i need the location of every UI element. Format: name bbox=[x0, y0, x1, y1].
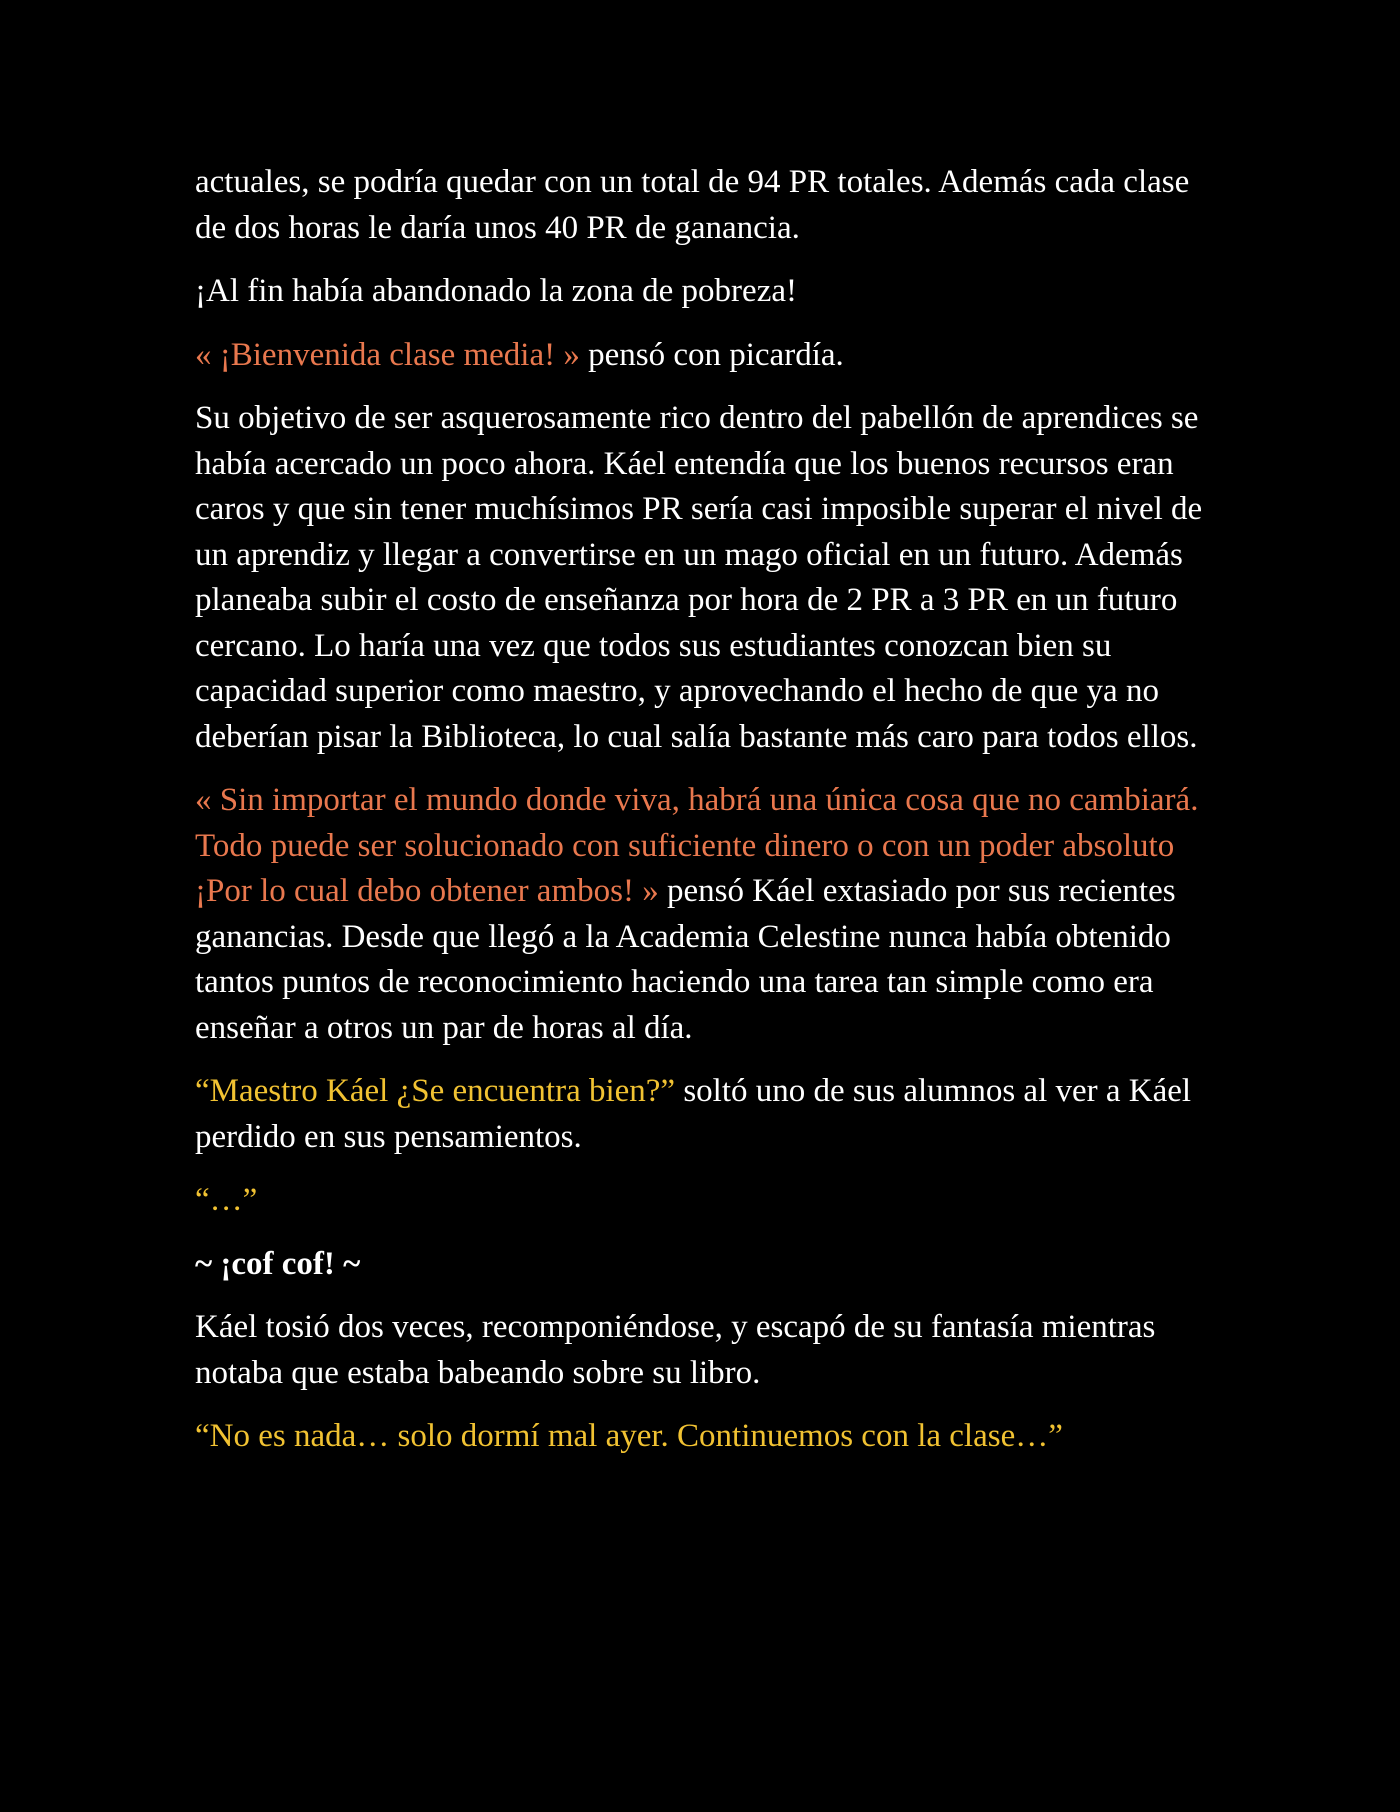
thought-text: « ¡Bienvenida clase media! » bbox=[195, 336, 580, 373]
paragraph-middle-class bbox=[195, 333, 1215, 379]
dialogue-text: “Maestro Káel ¿Se encuentra bien?” bbox=[195, 1073, 676, 1109]
book-page bbox=[195, 160, 1215, 1478]
paragraph-earnings: actuales, se podría quedar con un total de 94 PR totales. Además cada clase de dos horas le daría unos 40 PR de ganancia. bbox=[195, 164, 1190, 246]
paragraph-poverty: ¡Al fin había abandonado la zona de pobreza! bbox=[195, 273, 797, 309]
thought-text: « Sin importar el mundo donde viva, habrá una única cosa que no cambiará. Todo puede ser solucionado con suficiente dinero o con un poder absoluto ¡Por lo cual debo obtener ambos! » bbox=[195, 782, 1199, 909]
narration-text: pensó Káel extasiado por sus recientes ganancias. Desde que llegó a la Academia Celestine nunca había obtenido tantos puntos de reconocimiento haciendo una tarea tan simple como era enseñar a otros un par de horas al día. bbox=[195, 873, 1176, 1046]
narration-text: soltó uno de sus alumnos al ver a Káel perdido en sus pensamientos. bbox=[195, 1073, 1192, 1155]
paragraph-money-power bbox=[195, 778, 1215, 1051]
paragraph-continue-class: “No es nada… solo dormí mal ayer. Continuemos con la clase…” bbox=[195, 1418, 1063, 1454]
narration-text: pensó con picardía. bbox=[579, 336, 844, 373]
paragraph-objective: Su objetivo de ser asquerosamente rico dentro del pabellón de aprendices se había acercado un poco ahora. Káel entendía que los buenos recursos eran caros y que sin tener muchísimos PR sería casi imposible superar el nivel de un aprendiz y llegar a convertirse en un mago oficial en un futuro. Además planeaba subir el costo de enseñanza por hora de 2 PR a 3 PR en un futuro cercano. Lo haría una vez que todos sus estudiantes conozcan bien su capacidad superior como maestro, y aprovechando el hecho de que ya no deberían pisar la Biblioteca, lo cual salía bastante más caro para todos ellos. bbox=[195, 400, 1203, 755]
paragraph-student-question bbox=[195, 1069, 1215, 1160]
paragraph-silence: “…” bbox=[195, 1182, 258, 1218]
paragraph-cough: ~ ¡cof cof! ~ bbox=[195, 1245, 361, 1282]
paragraph-recompose: Káel tosió dos veces, recomponiéndose, y escapó de su fantasía mientras notaba que estaba babeando sobre su libro. bbox=[195, 1309, 1156, 1391]
